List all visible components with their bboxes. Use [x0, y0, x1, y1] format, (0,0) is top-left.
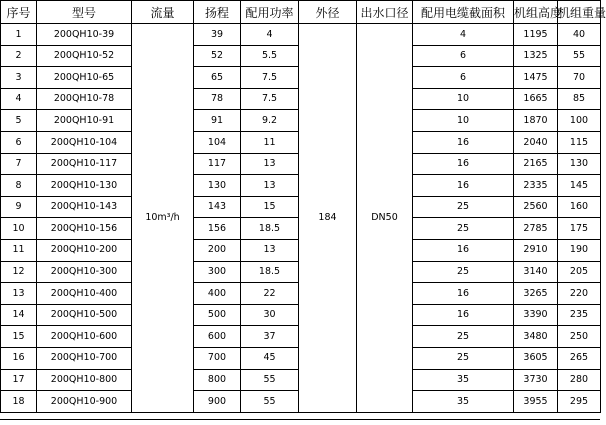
height-cell: 1475 — [514, 67, 558, 89]
cable-cell: 16 — [413, 239, 514, 261]
model-cell: 200QH10-500 — [37, 304, 132, 326]
weight-cell: 70 — [558, 67, 601, 89]
cable-cell: 25 — [413, 326, 514, 348]
head-cell: 130 — [194, 175, 241, 197]
row-number-cell: 9 — [1, 196, 37, 218]
cable-cell: 10 — [413, 110, 514, 132]
header-cell-no: 序号 — [1, 1, 37, 24]
model-cell: 200QH10-91 — [37, 110, 132, 132]
cable-cell: 16 — [413, 283, 514, 305]
power-cell: 18.5 — [241, 218, 299, 240]
row-number-cell: 3 — [1, 67, 37, 89]
power-cell: 30 — [241, 304, 299, 326]
row-number-cell: 18 — [1, 391, 37, 413]
cable-cell: 25 — [413, 218, 514, 240]
height-cell: 1665 — [514, 88, 558, 110]
model-cell: 200QH10-800 — [37, 369, 132, 391]
model-cell: 200QH10-400 — [37, 283, 132, 305]
height-cell: 3140 — [514, 261, 558, 283]
head-cell: 104 — [194, 131, 241, 153]
head-cell: 400 — [194, 283, 241, 305]
model-cell: 200QH10-78 — [37, 88, 132, 110]
header-cell-height: 机组高度 — [514, 1, 558, 24]
table-continuation-line — [0, 419, 600, 425]
head-cell: 156 — [194, 218, 241, 240]
weight-cell: 130 — [558, 153, 601, 175]
power-cell: 4 — [241, 24, 299, 46]
outlet-merged-cell: DN50 — [357, 24, 413, 413]
weight-cell: 160 — [558, 196, 601, 218]
model-cell: 200QH10-39 — [37, 24, 132, 46]
row-number-cell: 7 — [1, 153, 37, 175]
power-cell: 15 — [241, 196, 299, 218]
head-cell: 143 — [194, 196, 241, 218]
height-cell: 3265 — [514, 283, 558, 305]
header-cell-outer-diameter: 外径 — [299, 1, 357, 24]
height-cell: 2165 — [514, 153, 558, 175]
power-cell: 13 — [241, 153, 299, 175]
height-cell: 2040 — [514, 131, 558, 153]
weight-cell: 295 — [558, 391, 601, 413]
weight-cell: 205 — [558, 261, 601, 283]
header-cell-cable: 配用电缆截面积 — [413, 1, 514, 24]
row-number-cell: 2 — [1, 45, 37, 67]
height-cell: 1870 — [514, 110, 558, 132]
header-cell-weight: 机组重量 — [558, 1, 601, 24]
height-cell: 3955 — [514, 391, 558, 413]
power-cell: 22 — [241, 283, 299, 305]
cable-cell: 16 — [413, 153, 514, 175]
weight-cell: 265 — [558, 347, 601, 369]
weight-cell: 115 — [558, 131, 601, 153]
row-number-cell: 12 — [1, 261, 37, 283]
cable-cell: 6 — [413, 67, 514, 89]
weight-cell: 235 — [558, 304, 601, 326]
model-cell: 200QH10-143 — [37, 196, 132, 218]
model-cell: 200QH10-65 — [37, 67, 132, 89]
head-cell: 65 — [194, 67, 241, 89]
model-cell: 200QH10-52 — [37, 45, 132, 67]
power-cell: 9.2 — [241, 110, 299, 132]
model-cell: 200QH10-104 — [37, 131, 132, 153]
weight-cell: 85 — [558, 88, 601, 110]
power-cell: 7.5 — [241, 67, 299, 89]
weight-cell: 40 — [558, 24, 601, 46]
head-cell: 200 — [194, 239, 241, 261]
header-cell-outlet: 出水口径 — [357, 1, 413, 24]
model-cell: 200QH10-300 — [37, 261, 132, 283]
row-number-cell: 17 — [1, 369, 37, 391]
model-cell: 200QH10-700 — [37, 347, 132, 369]
power-cell: 13 — [241, 175, 299, 197]
power-cell: 55 — [241, 369, 299, 391]
power-cell: 13 — [241, 239, 299, 261]
weight-cell: 145 — [558, 175, 601, 197]
model-cell: 200QH10-117 — [37, 153, 132, 175]
height-cell: 3730 — [514, 369, 558, 391]
cable-cell: 10 — [413, 88, 514, 110]
power-cell: 11 — [241, 131, 299, 153]
height-cell: 2785 — [514, 218, 558, 240]
row-number-cell: 13 — [1, 283, 37, 305]
row-number-cell: 15 — [1, 326, 37, 348]
cable-cell: 16 — [413, 304, 514, 326]
height-cell: 1195 — [514, 24, 558, 46]
cable-cell: 25 — [413, 347, 514, 369]
head-cell: 700 — [194, 347, 241, 369]
table-row — [1, 24, 601, 46]
head-cell: 117 — [194, 153, 241, 175]
head-cell: 91 — [194, 110, 241, 132]
head-cell: 800 — [194, 369, 241, 391]
weight-cell: 55 — [558, 45, 601, 67]
model-cell: 200QH10-130 — [37, 175, 132, 197]
model-cell: 200QH10-156 — [37, 218, 132, 240]
row-number-cell: 8 — [1, 175, 37, 197]
power-cell: 37 — [241, 326, 299, 348]
weight-cell: 190 — [558, 239, 601, 261]
weight-cell: 100 — [558, 110, 601, 132]
height-cell: 2335 — [514, 175, 558, 197]
cable-cell: 35 — [413, 391, 514, 413]
head-cell: 600 — [194, 326, 241, 348]
cable-cell: 16 — [413, 175, 514, 197]
model-cell: 200QH10-200 — [37, 239, 132, 261]
weight-cell: 280 — [558, 369, 601, 391]
model-cell: 200QH10-600 — [37, 326, 132, 348]
head-cell: 900 — [194, 391, 241, 413]
row-number-cell: 10 — [1, 218, 37, 240]
power-cell: 5.5 — [241, 45, 299, 67]
power-cell: 55 — [241, 391, 299, 413]
flow-merged-cell: 10m³/h — [132, 24, 194, 413]
power-cell: 18.5 — [241, 261, 299, 283]
model-cell: 200QH10-900 — [37, 391, 132, 413]
height-cell: 2560 — [514, 196, 558, 218]
weight-cell: 175 — [558, 218, 601, 240]
row-number-cell: 14 — [1, 304, 37, 326]
header-row — [1, 1, 601, 24]
weight-cell: 250 — [558, 326, 601, 348]
power-cell: 7.5 — [241, 88, 299, 110]
cable-cell: 25 — [413, 261, 514, 283]
head-cell: 300 — [194, 261, 241, 283]
cable-cell: 4 — [413, 24, 514, 46]
cable-cell: 6 — [413, 45, 514, 67]
row-number-cell: 16 — [1, 347, 37, 369]
header-cell-flow: 流量 — [132, 1, 194, 24]
weight-cell: 220 — [558, 283, 601, 305]
row-number-cell: 5 — [1, 110, 37, 132]
height-cell: 3480 — [514, 326, 558, 348]
row-number-cell: 1 — [1, 24, 37, 46]
cable-cell: 25 — [413, 196, 514, 218]
height-cell: 2910 — [514, 239, 558, 261]
height-cell: 1325 — [514, 45, 558, 67]
row-number-cell: 6 — [1, 131, 37, 153]
head-cell: 52 — [194, 45, 241, 67]
cable-cell: 35 — [413, 369, 514, 391]
power-cell: 45 — [241, 347, 299, 369]
head-cell: 39 — [194, 24, 241, 46]
header-cell-power: 配用功率 — [241, 1, 299, 24]
outer-diameter-merged-cell: 184 — [299, 24, 357, 413]
row-number-cell: 4 — [1, 88, 37, 110]
row-number-cell: 11 — [1, 239, 37, 261]
head-cell: 78 — [194, 88, 241, 110]
cable-cell: 16 — [413, 131, 514, 153]
header-cell-head: 扬程 — [194, 1, 241, 24]
header-cell-model: 型号 — [37, 1, 132, 24]
height-cell: 3390 — [514, 304, 558, 326]
head-cell: 500 — [194, 304, 241, 326]
height-cell: 3605 — [514, 347, 558, 369]
